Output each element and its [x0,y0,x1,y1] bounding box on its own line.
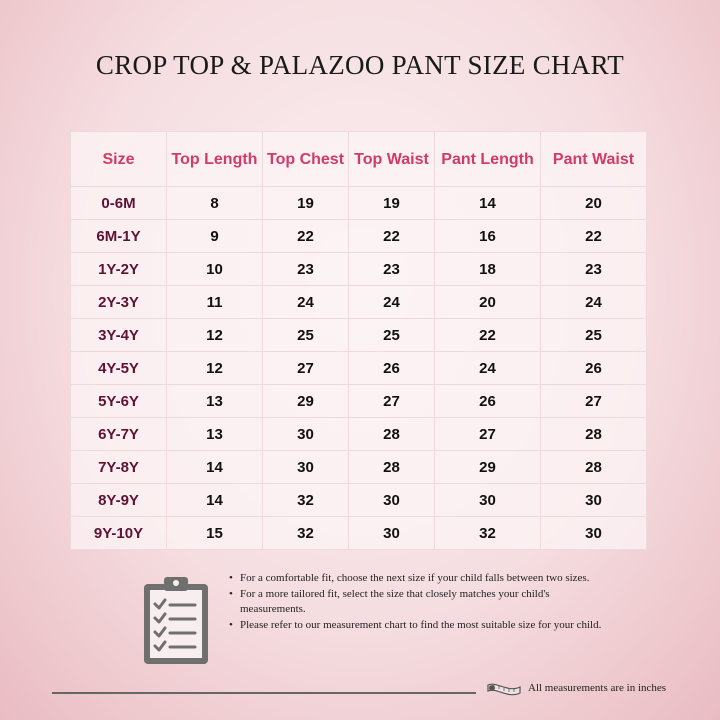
fit-note-item: • Please refer to our measurement chart to find the most suitable size for your child. [228,618,608,633]
cell-pant-waist: 23 [541,253,647,286]
cell-pant-waist: 28 [541,451,647,484]
table-row [71,319,647,352]
cell-size: 3Y-4Y [71,319,167,352]
cell-size: 7Y-8Y [71,451,167,484]
fit-note-item: • For a more tailored fit, select the size that closely matches your child's measurements. [228,587,608,616]
cell-top-chest: 32 [263,484,349,517]
cell-size: 6M-1Y [71,220,167,253]
cell-pant-waist: 30 [541,484,647,517]
cell-top-length: 14 [167,484,263,517]
divider-line [52,692,476,694]
cell-size: 5Y-6Y [71,385,167,418]
measurement-unit-note: All measurements are in inches [528,682,667,694]
cell-top-length: 12 [167,319,263,352]
cell-top-waist: 30 [349,517,435,550]
clipboard-checklist-icon [140,574,212,666]
cell-top-waist: 27 [349,385,435,418]
table-row [71,418,647,451]
cell-top-chest: 19 [263,187,349,220]
cell-top-length: 8 [167,187,263,220]
header-pant-length: Pant Length [435,132,541,187]
cell-top-length: 11 [167,286,263,319]
table-row [71,286,647,319]
cell-top-chest: 30 [263,418,349,451]
chart-title: CROP TOP & PALAZOO PANT SIZE CHART [95,50,625,80]
table-header [71,132,647,187]
cell-top-waist: 23 [349,253,435,286]
cell-top-chest: 32 [263,517,349,550]
cell-pant-waist: 27 [541,385,647,418]
header-pant-waist: Pant Waist [541,132,647,187]
measuring-tape-icon [486,679,522,699]
cell-top-length: 10 [167,253,263,286]
header-top-length: Top Length [167,132,263,187]
cell-top-waist: 28 [349,451,435,484]
table-row [71,385,647,418]
table-row [71,352,647,385]
table-row [71,220,647,253]
cell-top-waist: 26 [349,352,435,385]
header-top-waist: Top Waist [349,132,435,187]
cell-size: 4Y-5Y [71,352,167,385]
size-chart-table [70,131,647,550]
cell-top-chest: 24 [263,286,349,319]
cell-size: 8Y-9Y [71,484,167,517]
cell-pant-length: 14 [435,187,541,220]
cell-top-chest: 29 [263,385,349,418]
cell-top-length: 12 [167,352,263,385]
cell-pant-length: 26 [435,385,541,418]
cell-pant-length: 20 [435,286,541,319]
cell-size: 0-6M [71,187,167,220]
fit-notes-list [228,571,608,634]
cell-pant-waist: 25 [541,319,647,352]
cell-pant-length: 16 [435,220,541,253]
header-size: Size [71,132,167,187]
cell-top-chest: 23 [263,253,349,286]
cell-pant-waist: 30 [541,517,647,550]
cell-top-waist: 24 [349,286,435,319]
cell-top-waist: 25 [349,319,435,352]
cell-top-waist: 28 [349,418,435,451]
cell-top-chest: 27 [263,352,349,385]
cell-top-chest: 22 [263,220,349,253]
header-top-chest: Top Chest [263,132,349,187]
cell-pant-length: 32 [435,517,541,550]
table-row [71,451,647,484]
table-row [71,253,647,286]
cell-pant-waist: 28 [541,418,647,451]
cell-pant-length: 27 [435,418,541,451]
cell-top-length: 14 [167,451,263,484]
cell-pant-waist: 26 [541,352,647,385]
fit-note-item: • For a comfortable fit, choose the next size if your child falls between two sizes. [228,571,608,586]
cell-top-waist: 22 [349,220,435,253]
cell-size: 1Y-2Y [71,253,167,286]
table-row [71,517,647,550]
cell-pant-waist: 24 [541,286,647,319]
cell-top-length: 15 [167,517,263,550]
cell-pant-length: 29 [435,451,541,484]
cell-size: 2Y-3Y [71,286,167,319]
cell-top-length: 13 [167,385,263,418]
cell-top-waist: 30 [349,484,435,517]
cell-pant-length: 22 [435,319,541,352]
cell-pant-waist: 22 [541,220,647,253]
cell-pant-length: 18 [435,253,541,286]
cell-top-chest: 25 [263,319,349,352]
cell-pant-length: 30 [435,484,541,517]
table-row [71,484,647,517]
cell-pant-length: 24 [435,352,541,385]
cell-pant-waist: 20 [541,187,647,220]
cell-size: 9Y-10Y [71,517,167,550]
cell-top-length: 13 [167,418,263,451]
cell-top-waist: 19 [349,187,435,220]
header-row [71,132,647,187]
table-body [71,187,647,550]
cell-size: 6Y-7Y [71,418,167,451]
cell-top-chest: 30 [263,451,349,484]
cell-top-length: 9 [167,220,263,253]
table-row [71,187,647,220]
